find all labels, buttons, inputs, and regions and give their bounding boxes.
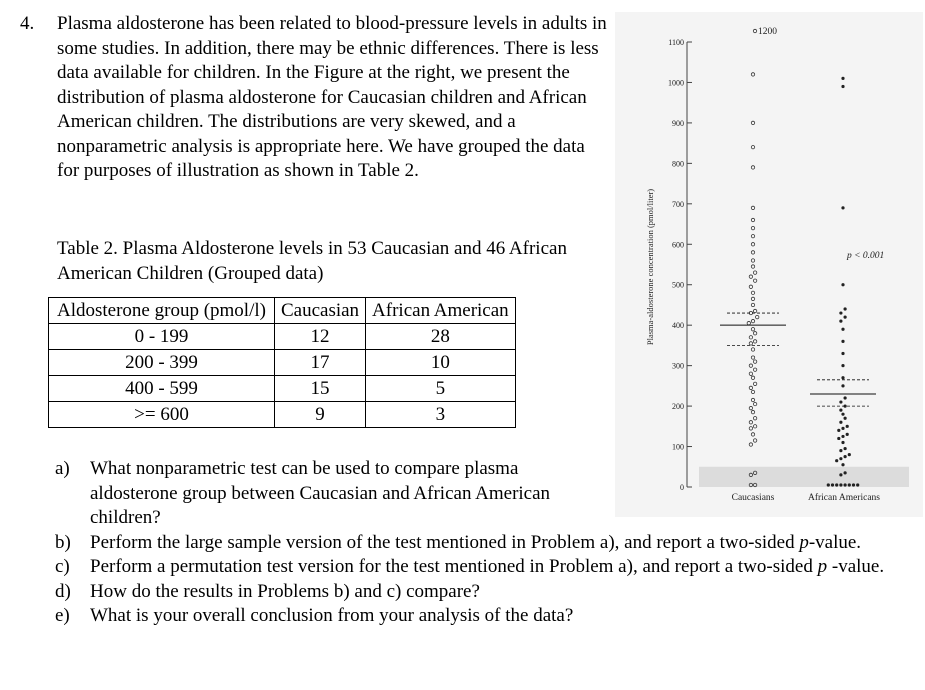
- data-point: [751, 328, 754, 331]
- table-header: Caucasian: [274, 298, 365, 324]
- data-point: [856, 483, 859, 486]
- data-point: [753, 439, 756, 442]
- question-label: c): [55, 556, 70, 577]
- data-point: [751, 319, 754, 322]
- outlier-point: [753, 29, 756, 32]
- table-header: Aldosterone group (pmol/l): [49, 298, 275, 324]
- p-italic: p: [799, 531, 809, 553]
- data-point: [837, 429, 840, 432]
- data-point: [751, 234, 754, 237]
- problem-number: 4.: [20, 13, 35, 34]
- data-point: [751, 251, 754, 254]
- data-point: [753, 309, 756, 312]
- question-d: [55, 580, 915, 605]
- data-point: [751, 410, 754, 413]
- data-point: [753, 332, 756, 335]
- data-point: [749, 342, 752, 345]
- table-row: [49, 376, 516, 402]
- data-point: [844, 315, 847, 318]
- data-point: [839, 320, 842, 323]
- y-tick-label: 1000: [668, 78, 684, 88]
- y-tick-label: 100: [672, 442, 684, 452]
- data-point: [835, 483, 838, 486]
- problem-block: [20, 12, 610, 184]
- data-point: [751, 73, 754, 76]
- table-cell: >= 600: [49, 402, 275, 428]
- table-cell: 10: [366, 350, 516, 376]
- data-point: [844, 447, 847, 450]
- data-point: [747, 321, 750, 324]
- data-point: [841, 384, 844, 387]
- data-point: [751, 390, 754, 393]
- question-label: e): [55, 605, 70, 626]
- question-text: How do the results in Problems b) and c) compare?: [90, 580, 480, 602]
- table-header: African American: [366, 298, 516, 324]
- question-text: What is your overall conclusion from your analysis of the data?: [90, 605, 574, 626]
- data-point: [749, 443, 752, 446]
- data-point: [839, 483, 842, 486]
- data-point: [841, 376, 844, 379]
- question-text-part: -value.: [827, 556, 885, 577]
- data-point: [751, 259, 754, 262]
- data-point: [749, 406, 752, 409]
- question-text: [90, 531, 915, 556]
- data-point: [846, 433, 849, 436]
- data-point: [751, 145, 754, 148]
- aldosterone-table: [48, 297, 516, 428]
- data-point: [749, 275, 752, 278]
- table-cell: 15: [274, 376, 365, 402]
- data-point: [751, 398, 754, 401]
- data-point: [751, 121, 754, 124]
- data-point: [844, 455, 847, 458]
- outlier-label: 1200: [758, 27, 777, 37]
- data-point: [841, 283, 844, 286]
- data-point: [839, 457, 842, 460]
- data-point: [841, 85, 844, 88]
- data-point: [848, 483, 851, 486]
- aldosterone-figure: [615, 12, 923, 517]
- data-point: [751, 265, 754, 268]
- data-point: [839, 449, 842, 452]
- data-point: [841, 413, 844, 416]
- data-point: [839, 311, 842, 314]
- data-point: [751, 166, 754, 169]
- question-b: [55, 531, 915, 556]
- y-axis-label: Plasma-aldosterone concentration (pmol/liter): [645, 188, 655, 346]
- y-tick-label: 800: [672, 159, 684, 169]
- table-cell: 200 - 399: [49, 350, 275, 376]
- x-category-label: African Americans: [807, 493, 881, 503]
- table-cell: 9: [274, 402, 365, 428]
- data-point: [841, 463, 844, 466]
- data-point: [841, 77, 844, 80]
- y-tick-label: 300: [672, 361, 684, 371]
- data-point: [841, 352, 844, 355]
- y-tick-label: 400: [672, 321, 684, 331]
- p-value-label: p < 0.001: [847, 251, 885, 261]
- data-point: [751, 297, 754, 300]
- data-point: [753, 271, 756, 274]
- y-tick-label: 0: [680, 483, 684, 492]
- question-text: What nonparametric test can be used to compare plasma aldosterone group between Caucasian and African American children?: [90, 458, 551, 528]
- data-point: [852, 483, 855, 486]
- question-text-part: Perform the large sample version of the test mentioned in Problem a), and report a two-sided: [90, 531, 800, 553]
- question-label: a): [55, 458, 70, 479]
- y-tick-label: 1100: [668, 38, 684, 47]
- data-point: [749, 386, 752, 389]
- data-point: [839, 409, 842, 412]
- data-point: [753, 360, 756, 363]
- data-point: [753, 279, 756, 282]
- data-point: [844, 307, 847, 310]
- data-point: [749, 372, 752, 375]
- data-point: [753, 382, 756, 385]
- data-point: [827, 483, 830, 486]
- data-point: [751, 243, 754, 246]
- data-point: [835, 459, 838, 462]
- question-label: d): [55, 580, 71, 602]
- data-point: [753, 340, 756, 343]
- data-point: [831, 483, 834, 486]
- data-point: [751, 218, 754, 221]
- problem-intro: Plasma aldosterone has been related to blood-pressure levels in adults in some studies. In addition, there may be ethnic differences. There is less data available for children. In the Figure at the right, we present the distribution of plasma aldosterone for Caucasian children and African American children. The distributions are very skewed, and a nonparametric analysis is appropriate here. We have grouped the data for purposes of illustration as shown in Table 2.: [57, 13, 607, 181]
- data-point: [749, 336, 752, 339]
- data-point: [751, 348, 754, 351]
- data-point: [841, 340, 844, 343]
- data-point: [841, 206, 844, 209]
- table-cell: 5: [366, 376, 516, 402]
- data-point: [751, 303, 754, 306]
- table-cell: 400 - 599: [49, 376, 275, 402]
- table-cell: 28: [366, 324, 516, 350]
- low-value-band: [699, 467, 909, 487]
- dot-plot-chart: [615, 12, 923, 517]
- table-cell: 17: [274, 350, 365, 376]
- table-row: [49, 350, 516, 376]
- y-tick-label: 200: [672, 402, 684, 412]
- data-point: [751, 356, 754, 359]
- p-italic: p: [817, 556, 828, 577]
- question-c: [55, 555, 915, 580]
- data-point: [753, 417, 756, 420]
- data-point: [841, 441, 844, 444]
- y-tick-label: 500: [672, 280, 684, 290]
- data-point: [751, 206, 754, 209]
- data-point: [751, 291, 754, 294]
- data-point: [844, 483, 847, 486]
- data-point: [751, 433, 754, 436]
- y-tick-label: 600: [672, 240, 684, 250]
- table-cell: 12: [274, 324, 365, 350]
- y-tick-label: 700: [672, 199, 684, 209]
- question-label: b): [55, 531, 71, 553]
- data-point: [841, 328, 844, 331]
- data-point: [841, 435, 844, 438]
- y-tick-label: 900: [672, 118, 684, 128]
- data-point: [751, 226, 754, 229]
- data-point: [844, 471, 847, 474]
- data-point: [841, 364, 844, 367]
- data-point: [844, 396, 847, 399]
- data-point: [848, 453, 851, 456]
- table-row: [49, 324, 516, 350]
- question-e: [55, 604, 915, 629]
- data-point: [839, 421, 842, 424]
- data-point: [756, 315, 759, 318]
- data-point: [749, 427, 752, 430]
- data-point: [751, 376, 754, 379]
- table-caption: Table 2. Plasma Aldosterone levels in 53 Caucasian and 46 African American Children (Grouped data): [57, 238, 567, 284]
- table-row: [49, 402, 516, 428]
- question-text-part: -value.: [808, 531, 862, 553]
- table-cell: 0 - 199: [49, 324, 275, 350]
- data-point: [839, 400, 842, 403]
- data-point: [846, 425, 849, 428]
- data-point: [841, 427, 844, 430]
- data-point: [753, 368, 756, 371]
- data-point: [839, 473, 842, 476]
- data-point: [753, 402, 756, 405]
- data-point: [749, 421, 752, 424]
- data-point: [844, 417, 847, 420]
- data-point: [749, 364, 752, 367]
- question-text-part: Perform a permutation test version for the test mentioned in Problem a), and report a two-sided: [90, 556, 818, 577]
- x-category-label: Caucasians: [731, 493, 775, 503]
- data-point: [753, 425, 756, 428]
- question-text: [90, 555, 915, 580]
- table-header-row: [49, 298, 516, 324]
- data-point: [749, 285, 752, 288]
- data-point: [837, 437, 840, 440]
- table-cell: 3: [366, 402, 516, 428]
